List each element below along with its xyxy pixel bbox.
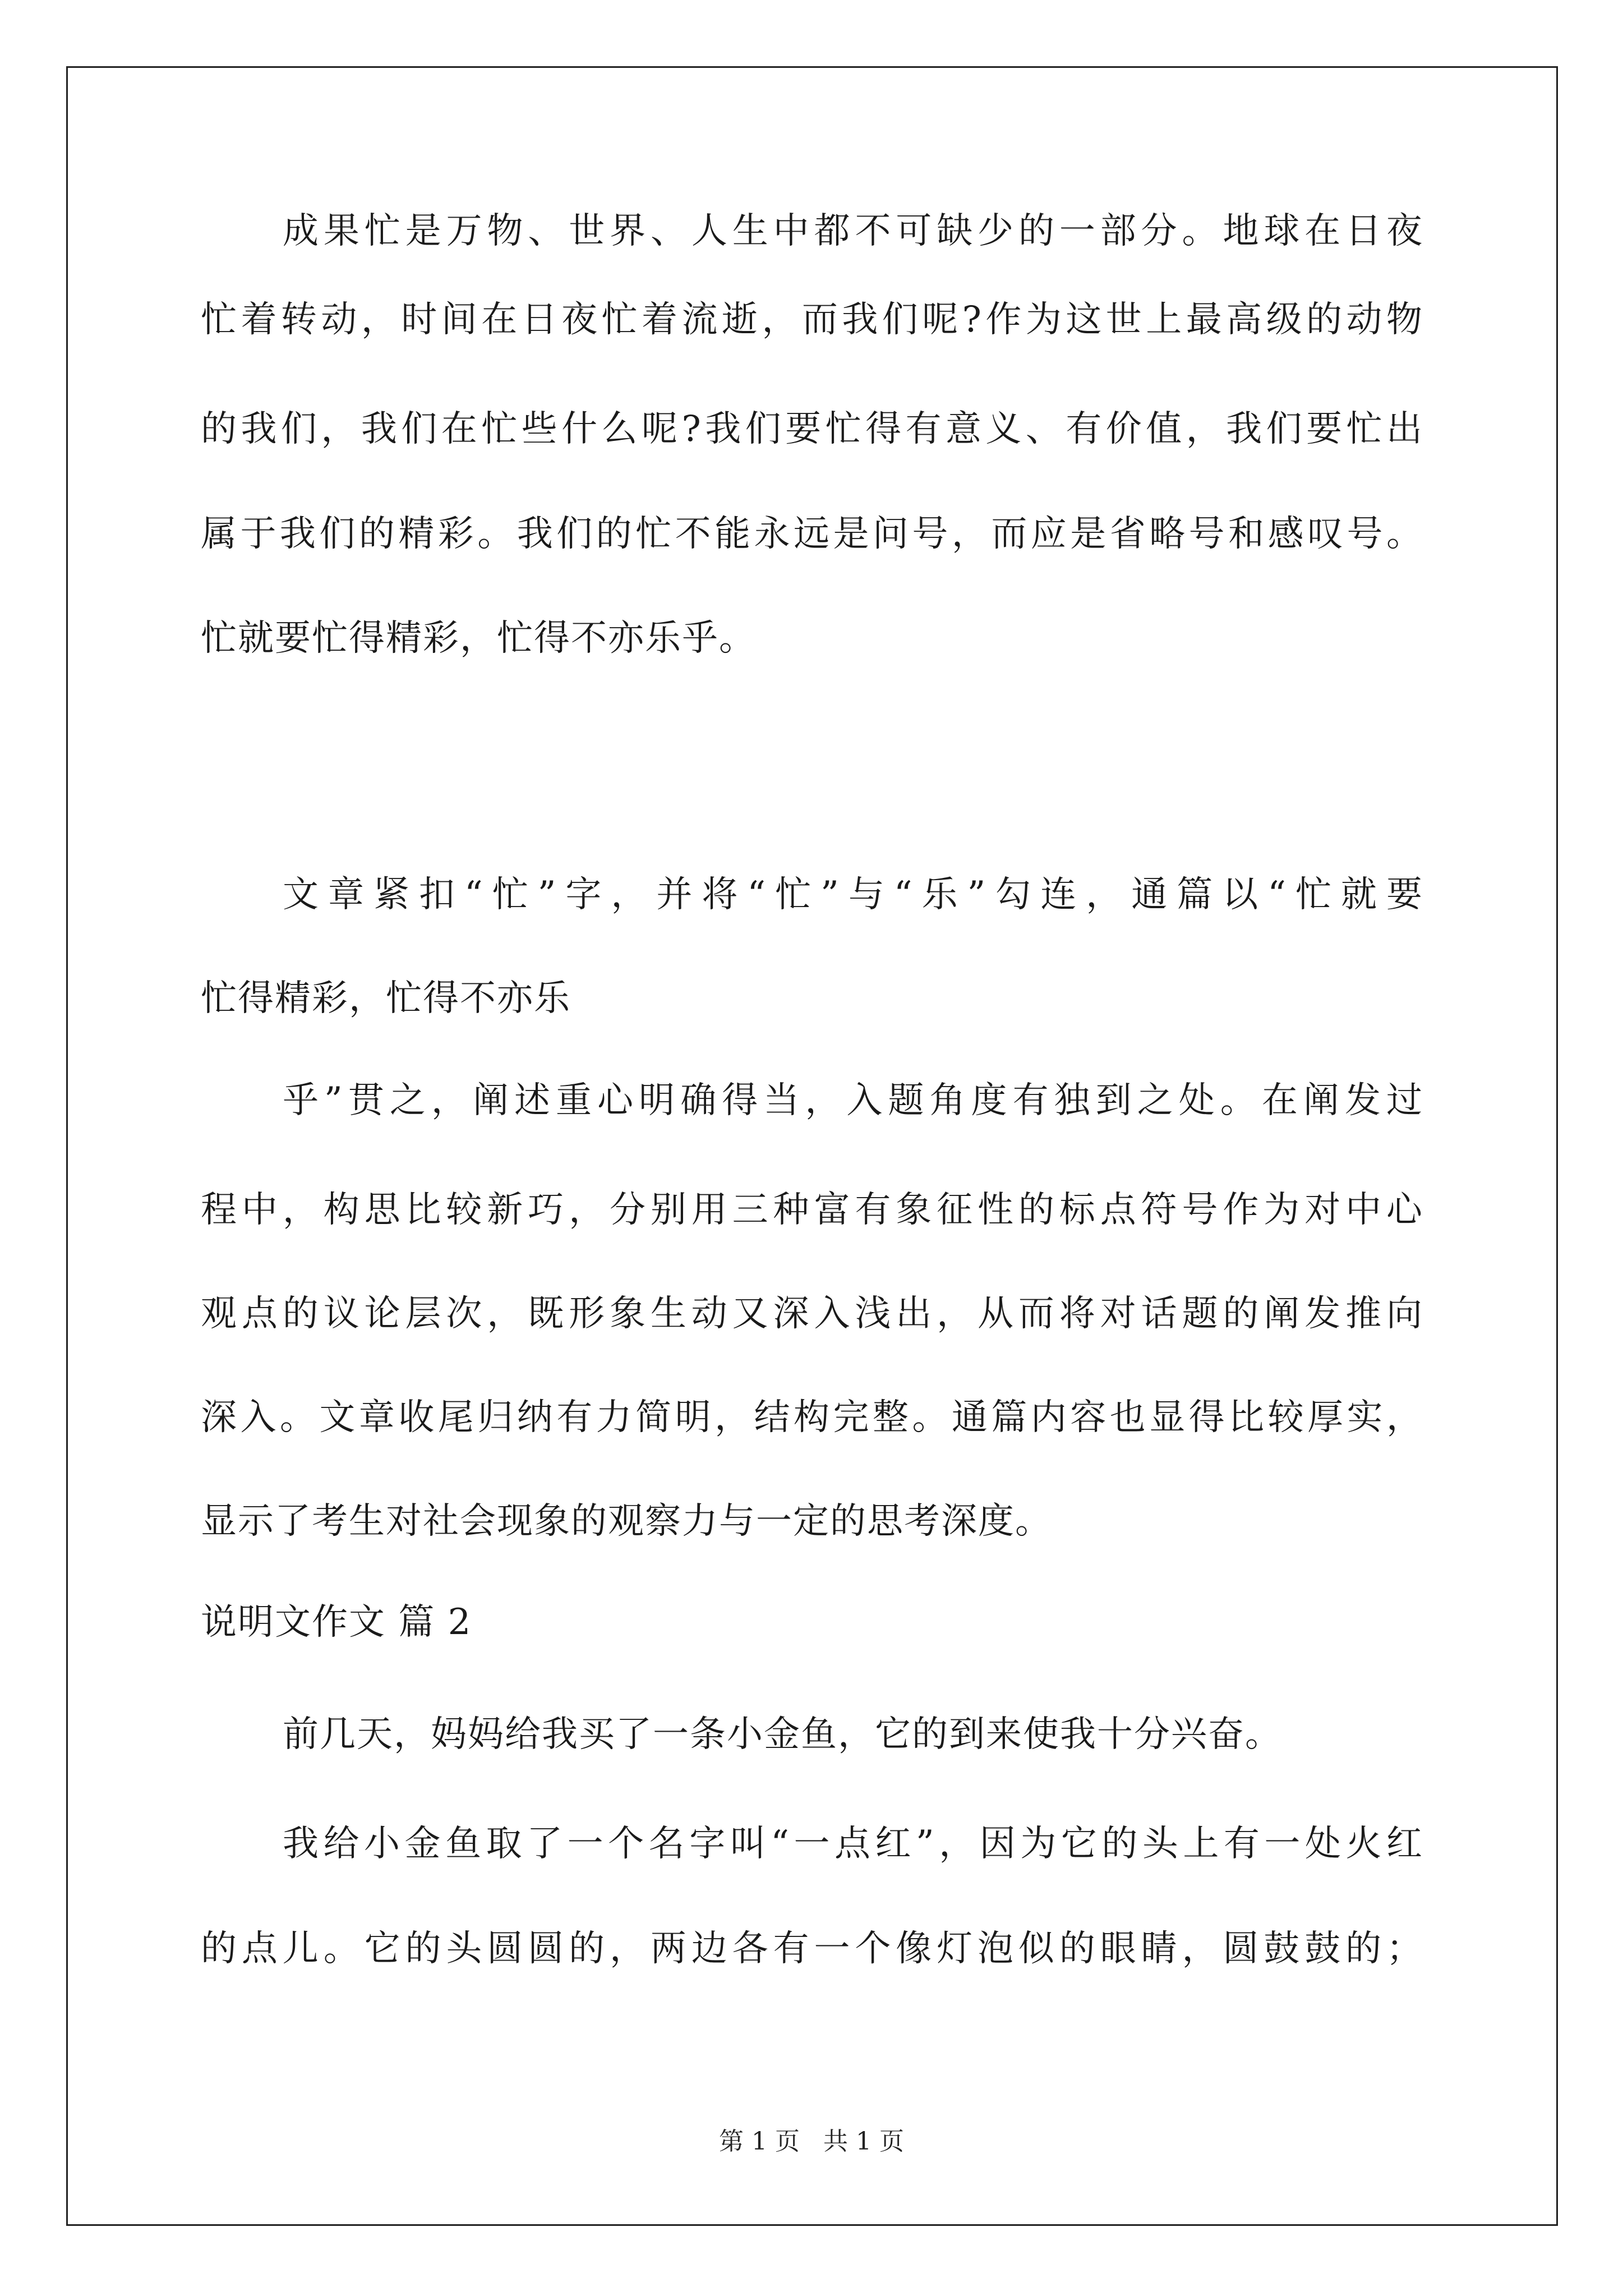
paragraph-1: [201, 210, 1423, 252]
paragraph-1-line-5: 忙就要忙得精彩，忙得不亦乐乎。: [201, 618, 756, 659]
paragraph-1-line-2: 忙着转动，时间在日夜忙着流逝，而我们呢?作为这世上最高级的动物: [201, 299, 1423, 341]
page-border: [66, 66, 1558, 2226]
paragraph-4-line-1: 前几天，妈妈给我买了一条小金鱼，它的到来使我十分兴奋。: [283, 1714, 1282, 1755]
paragraph-1-line-3: 的我们，我们在忙些什么呢?我们要忙得有意义、有价值，我们要忙出: [201, 408, 1423, 450]
paragraph-1-line-4: 属于我们的精彩。我们的忙不能永远是问号，而应是省略号和感叹号。: [201, 513, 1423, 555]
section-heading: 说明文作文 篇 2: [201, 1602, 472, 1643]
paragraph-5-line-2: 的点儿。它的头圆圆的，两边各有一个像灯泡似的眼睛，圆鼓鼓的；: [201, 1928, 1423, 1970]
paragraph-2-line-1: 文章紧扣“忙”字，并将“忙”与“乐”勾连，通篇以“忙就要: [283, 874, 1423, 915]
paragraph-1-line-1: 成果忙是万物、世界、人生中都不可缺少的一部分。地球在日夜: [283, 210, 1423, 252]
paragraph-3-line-4: 深入。文章收尾归纳有力简明，结构完整。通篇内容也显得比较厚实，: [201, 1397, 1423, 1438]
paragraph-3-line-5: 显示了考生对社会现象的观察力与一定的思考深度。: [201, 1501, 1052, 1542]
page-footer: 第 1 页 共 1 页: [719, 2127, 904, 2156]
paragraph-2-line-2: 忙得精彩，忙得不亦乐: [201, 978, 571, 1019]
paragraph-3-line-2: 程中，构思比较新巧，分别用三种富有象征性的标点符号作为对中心: [201, 1189, 1423, 1231]
paragraph-3-line-3: 观点的议论层次，既形象生动又深入浅出，从而将对话题的阐发推向: [201, 1293, 1423, 1335]
paragraph-5-line-1: 我给小金鱼取了一个名字叫“一点红”，因为它的头上有一处火红: [283, 1823, 1423, 1865]
paragraph-3-line-1: 乎”贯之，阐述重心明确得当，入题角度有独到之处。在阐发过: [283, 1080, 1423, 1121]
